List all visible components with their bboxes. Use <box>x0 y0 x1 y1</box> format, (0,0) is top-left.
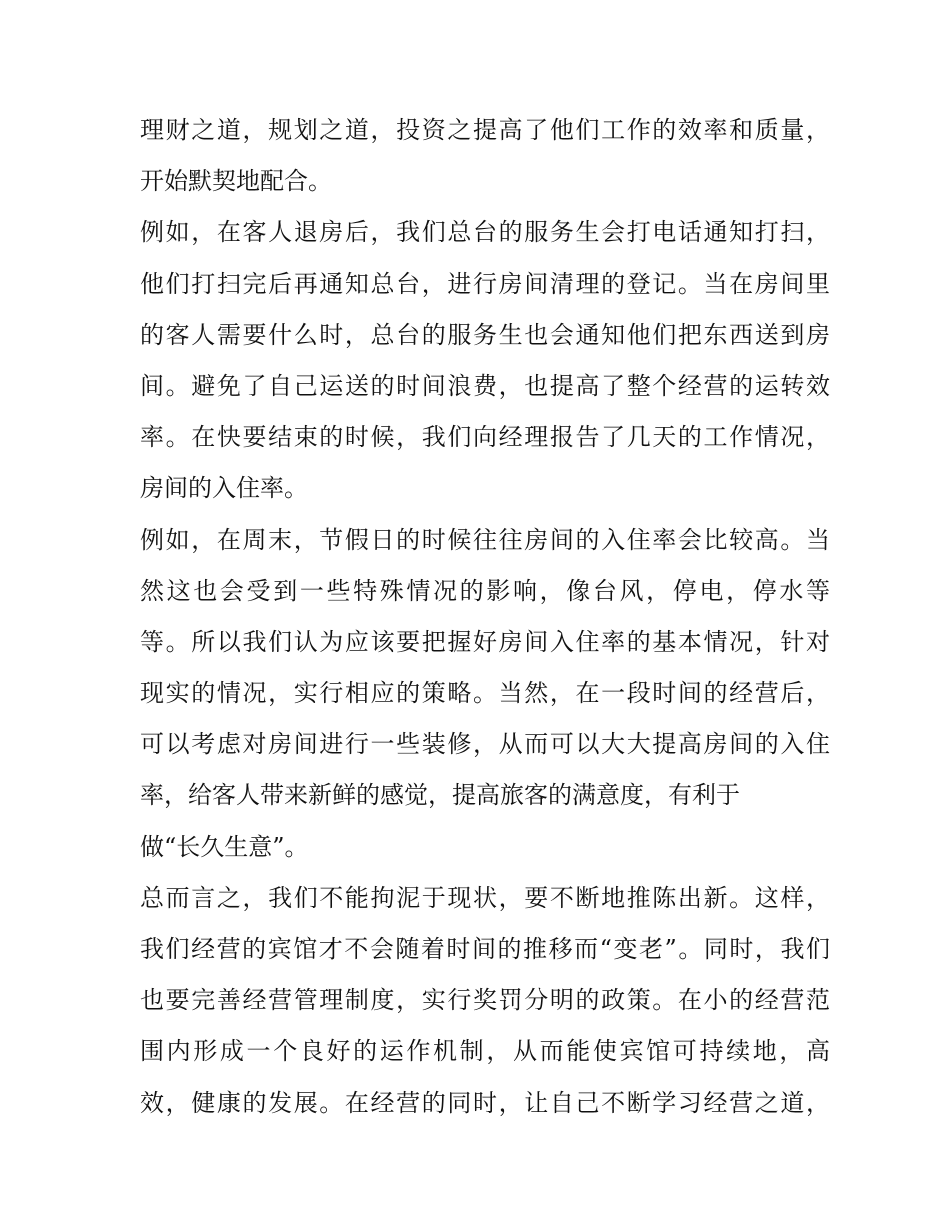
text-line: 间。避免了自己运送的时间浪费，也提高了整个经营的运转效 <box>140 371 830 400</box>
text-line: 效，健康的发展。在经营的同时，让自己不断学习经营之道， <box>140 1088 830 1117</box>
text-line: 等。所以我们认为应该要把握好房间入住率的基本情况，针对 <box>140 627 830 656</box>
text-line: 现实的情况，实行相应的策略。当然，在一段时间的经营后， <box>140 679 830 708</box>
text-line: 房间的入住率。 <box>140 474 308 503</box>
text-line: 例如，在客人退房后，我们总台的服务生会打电话通知打扫， <box>140 218 830 247</box>
text-line: 开始默契地配合。 <box>140 167 332 196</box>
text-line: 他们打扫完后再通知总台，进行房间清理的登记。当在房间里 <box>140 269 830 298</box>
text-line: 围内形成一个良好的运作机制，从而能使宾馆可持续地，高 <box>140 1037 830 1066</box>
text-line: 总而言之，我们不能拘泥于现状，要不断地推陈出新。这样， <box>140 883 830 912</box>
text-line: 我们经营的宾馆才不会随着时间的推移而“变老”。同时，我们 <box>140 935 830 963</box>
text-line: 的客人需要什么时，总台的服务生也会通知他们把东西送到房 <box>140 320 830 349</box>
text-line: 做“长久生意”。 <box>140 832 309 861</box>
text-line: 例如，在周末，节假日的时候往往房间的入住率会比较高。当 <box>140 525 830 554</box>
text-line: 理财之道，规划之道，投资之提高了他们工作的效率和质量， <box>140 116 830 144</box>
body-text <box>140 105 830 1129</box>
text-line: 然这也会受到一些特殊情况的影响，像台风，停电，停水等 <box>140 576 830 605</box>
text-line: 率，给客人带来新鲜的感觉，提高旅客的满意度，有利于 <box>140 781 740 810</box>
text-line: 率。在快要结束的时候，我们向经理报告了几天的工作情况， <box>140 423 830 452</box>
text-line: 也要完善经营管理制度，实行奖罚分明的政策。在小的经营范 <box>140 986 830 1015</box>
text-line: 可以考虑对房间进行一些装修，从而可以大大提高房间的入住 <box>140 730 830 759</box>
